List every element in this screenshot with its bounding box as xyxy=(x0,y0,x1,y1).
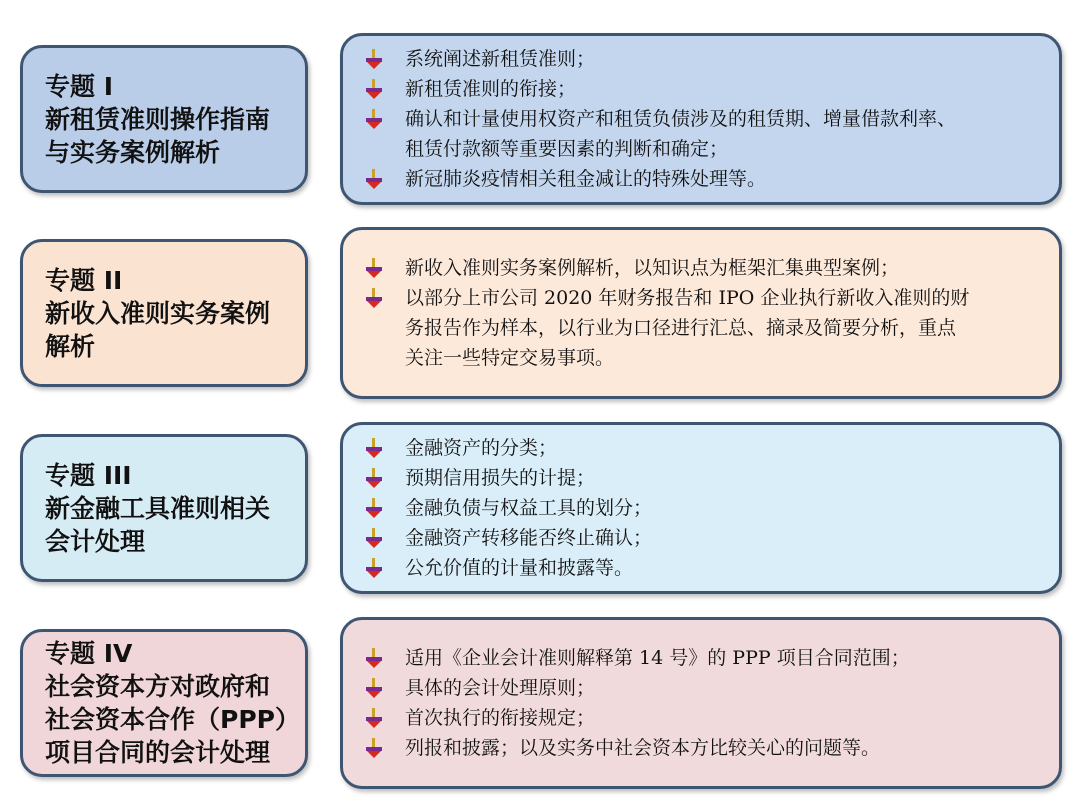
list-item xyxy=(365,74,1039,104)
list-item xyxy=(365,104,1039,164)
list-item xyxy=(365,673,1039,703)
bullet xyxy=(365,104,389,134)
list-item-line: 适用《企业会计准则解释第 14 号》的 PPP 项目合同范围； xyxy=(405,647,910,669)
topic-title-line: 社会资本合作（PPP） xyxy=(45,705,300,734)
list-item-line: 新租赁准则的衔接； xyxy=(405,78,577,100)
list-item-line: 具体的会计处理原则； xyxy=(405,677,596,699)
bullet xyxy=(365,643,389,673)
topic-2-content-box xyxy=(340,227,1062,399)
arrow-bullet-icon xyxy=(365,109,387,129)
arrow-bullet-icon xyxy=(365,258,387,278)
list-item xyxy=(365,44,1039,74)
list-item-line: 务报告作为样本，以行业为口径进行汇总、摘录及简要分析，重点 xyxy=(405,317,957,339)
list-item-text xyxy=(405,74,1039,104)
list-item xyxy=(365,523,1039,553)
arrow-bullet-icon xyxy=(365,79,387,99)
arrow-bullet-icon xyxy=(365,558,387,578)
bullet xyxy=(365,44,389,74)
list-item-line: 预期信用损失的计提； xyxy=(405,467,596,489)
topic-title-line: 解析 xyxy=(45,331,96,361)
topic-title-line: 专题 IV xyxy=(45,639,133,668)
list-item-text xyxy=(405,44,1039,74)
bullet xyxy=(365,283,389,313)
list-item-line: 首次执行的衔接规定； xyxy=(405,707,596,729)
list-item-text xyxy=(405,673,1039,703)
list-item xyxy=(365,283,1039,373)
list-item-line: 租赁付款额等重要因素的判断和确定； xyxy=(405,138,729,160)
list-item xyxy=(365,643,1039,673)
arrow-bullet-icon xyxy=(365,468,387,488)
list-item-text xyxy=(405,433,1039,463)
list-item-text xyxy=(405,703,1039,733)
bullet xyxy=(365,553,389,583)
list-item-text xyxy=(405,733,1039,763)
topic-3-content-box xyxy=(340,422,1062,594)
list-item-line: 新收入准则实务案例解析，以知识点为框架汇集典型案例； xyxy=(405,257,900,279)
list-item-line: 系统阐述新租赁准则； xyxy=(405,48,596,70)
list-item xyxy=(365,493,1039,523)
bullet xyxy=(365,74,389,104)
arrow-bullet-icon xyxy=(365,648,387,668)
arrow-bullet-icon xyxy=(365,708,387,728)
list-item xyxy=(365,703,1039,733)
arrow-bullet-icon xyxy=(365,438,387,458)
topic-title-line: 社会资本方对政府和 xyxy=(45,672,271,701)
arrow-bullet-icon xyxy=(365,169,387,189)
list-item-line: 金融资产的分类； xyxy=(405,437,558,459)
list-item xyxy=(365,433,1039,463)
topic-4-content-box xyxy=(340,617,1062,789)
list-item xyxy=(365,164,1039,194)
arrow-bullet-icon xyxy=(365,498,387,518)
bullet xyxy=(365,703,389,733)
topic-2-title-box xyxy=(20,239,308,387)
topic-title-line: 专题 III xyxy=(45,460,132,490)
list-item xyxy=(365,253,1039,283)
topic-1-content-box xyxy=(340,33,1062,205)
arrow-bullet-icon xyxy=(365,49,387,69)
arrow-bullet-icon xyxy=(365,678,387,698)
arrow-bullet-icon xyxy=(365,528,387,548)
topic-title-line: 新收入准则实务案例 xyxy=(45,298,271,328)
topic-1-title-box xyxy=(20,45,308,193)
list-item-line: 关注一些特定交易事项。 xyxy=(405,347,615,369)
list-item-text xyxy=(405,643,1039,673)
list-item-line: 金融负债与权益工具的划分； xyxy=(405,497,653,519)
bullet xyxy=(365,253,389,283)
list-item xyxy=(365,463,1039,493)
topic-title-line: 会计处理 xyxy=(45,526,146,556)
bullet xyxy=(365,164,389,194)
list-item-line: 以部分上市公司 2020 年财务报告和 IPO 企业执行新收入准则的财 xyxy=(405,287,970,309)
list-item xyxy=(365,733,1039,763)
list-item-line: 新冠肺炎疫情相关租金减让的特殊处理等。 xyxy=(405,168,767,190)
list-item-text xyxy=(405,463,1039,493)
topic-title-line: 新金融工具准则相关 xyxy=(45,493,271,523)
bullet xyxy=(365,523,389,553)
topic-title-line: 新租赁准则操作指南 xyxy=(45,104,271,134)
topic-title-line: 项目合同的会计处理 xyxy=(45,738,271,767)
list-item-text xyxy=(405,523,1039,553)
list-item-text xyxy=(405,253,1039,283)
list-item-text xyxy=(405,553,1039,583)
list-item-text xyxy=(405,164,1039,194)
bullet xyxy=(365,733,389,763)
list-item xyxy=(365,553,1039,583)
topic-title-line: 与实务案例解析 xyxy=(45,137,221,167)
list-item-line: 金融资产转移能否终止确认； xyxy=(405,527,653,549)
list-item-text xyxy=(405,283,1039,373)
bullet xyxy=(365,673,389,703)
list-item-line: 确认和计量使用权资产和租赁负债涉及的租赁期、增量借款利率、 xyxy=(405,108,957,130)
bullet xyxy=(365,433,389,463)
list-item-line: 列报和披露；以及实务中社会资本方比较关心的问题等。 xyxy=(405,737,881,759)
arrow-bullet-icon xyxy=(365,288,387,308)
list-item-line: 公允价值的计量和披露等。 xyxy=(405,557,634,579)
list-item-text xyxy=(405,104,1039,164)
bullet xyxy=(365,493,389,523)
bullet xyxy=(365,463,389,493)
list-item-text xyxy=(405,493,1039,523)
topic-title-line: 专题 II xyxy=(45,265,123,295)
topic-4-title-box xyxy=(20,629,308,777)
topic-3-title-box xyxy=(20,434,308,582)
arrow-bullet-icon xyxy=(365,738,387,758)
topic-title-line: 专题 I xyxy=(45,71,114,101)
